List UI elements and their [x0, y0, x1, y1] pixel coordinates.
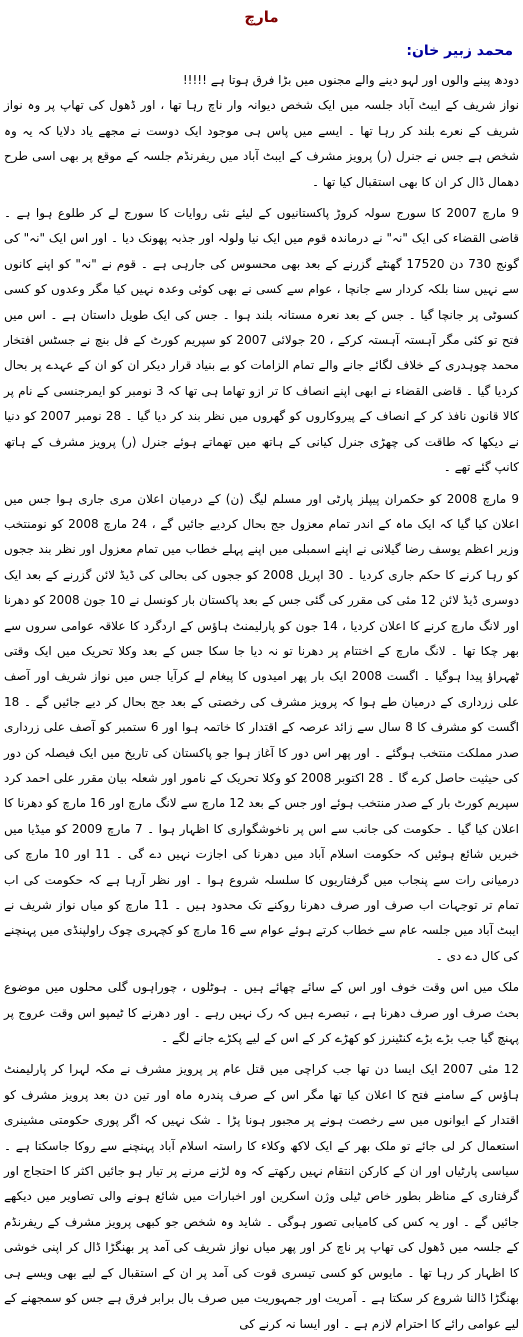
article-paragraph-3: 9 مارچ 2007 کا سورج سولہ کروڑ پاکستانیوں کے لیئے نئی روایات کا سورج لے کر طلوع ہوا ہے ۔ قاضی القضاء کی ایک "نہ" نے درماندہ قوم میں ایک نیا ولولہ اور جذبہ پھونک دیا ۔ اور اس ایک "نہ" کی گونج 730 دن 17520 گھنٹے گزرنے کے بعد بھی محسوس کی جارہی ہے ۔ قوم نے "نہ" کو اپنے کانوں سے نہیں سنا بلکہ کردار سے جانچا ، عوام سے کسی نے بھی کوئی وعدہ نہیں کیا مگر وعدوں کو کسی کسوٹی پر جانچا گیا ۔ جس کے بعد نعرہ مستانہ بلند ہوا ۔ جس کی ایک طویل داستان ہے ۔ اس میں فتح تو کئی مگر آہستہ آہستہ کرکے ، 20 جولائی 2007 کو سپریم کورٹ کے فل بنچ نے جسٹس افتخار محمد چوہدری کے خلاف لگائے جانے والے تمام الزامات کو بے بنیاد قرار دیکر ان کو ان کے عہدے پر بحال کردیا گیا ۔ قاضی القضاء نے ابھی اپنے انصاف کا تر ازو تھاما ہی تھا کہ 3 نومبر کو ایمرجنسی کے نام پر کالا قانون نافذ کر کے انصاف کے پیروکاروں کو گھروں میں نظر بند کر دیا گیا ۔ 28 نومبر 2007 کو دنیا نے دیکھا کہ طاقت کی چھڑی جنرل کیانی کے ہاتھ میں تھماتے ہوئے جنرل (ر) پرویز مشرف کے ہاتھ کانپ گئے تھے ۔ — [4, 206, 520, 475]
article-paragraph-2: نواز شریف کے ایبٹ آباد جلسہ میں ایک شخص دیوانہ وار ناچ رہا تھا ، اور ڈھول کی تھاپ پر وہ نواز شریف کے نعرے بلند کر رہا تھا ۔ ایسے میں پاس ہی موجود ایک دوست نے مجھے یاد دلایا کہ یہ وہ شخص ہے جس نے جنرل (ر) پرویز مشرف کے ایبٹ آباد میں ریفرنڈم جلسہ کے موقع پر بھی اسی طرح دھمال ڈال کر ان کا بھی استقبال کیا تھا ۔ — [4, 98, 519, 189]
article-paragraph-5: ملک میں اس وقت خوف اور اس کے سائے چھائے ہیں ۔ ہوٹلوں ، چوراہوں گلی محلوں میں موضوع بحث صرف اور صرف دھرنا ہے ، تبصرے ہیں کہ رک نہیں رہے ۔ اور دھرنے کا ٹیمپو اس وقت عروج پر پہنچ گیا جب بڑے بڑے کنٹینرز کو کھڑے کر کے اس کے لیے پکڑے جانے لگے ۔ — [4, 980, 519, 1046]
article-title: مارچ — [244, 8, 279, 26]
article-paragraph-6: 12 مئی 2007 ایک ایسا دن تھا جب کراچی میں قتل عام پر پرویز مشرف نے مکہ لہرا کر پارلیمنٹ ہاؤس کے سامنے فتح کا اعلان کیا تھا مگر اس کے صرف پندرہ ماہ اور تین دن بعد پرویز مشرف کو اقتدار کے ایوانوں میں سے رخصت ہونے پر مجبور ہونا پڑا ۔ شک نہیں کہ اگر پوری حکومتی مشینری استعمال کر لی جائے تو ملک بھر کے ایک لاکھ وکلاء کا راستہ اسلام آباد پہنچنے سے روکا جاسکتا ہے ۔ سیاسی پارٹیاں اور ان کے کارکن انتقام نہیں رکھتے کہ وہ لڑنے مرنے پر تیار ہو جائیں اکثر کا احتجاج اور گرفتاری کے مناظر بطور خاص ٹیلی وژن اسکرین اور اخبارات میں شائع ہونے والی تصاویر میں دیکھے جائیں گے ۔ اور یہ کس کی کامیابی تصور ہوگی ۔ شاید وہ شخص جو کبھی پرویز مشرف کے ریفرنڈم کے جلسہ میں ڈھول کی تھاپ پر ناچ کر اور پھر میاں نواز شریف کی آمد پر بھنگڑا ڈال کر اپنی خوشی کا اظہار کر رہا تھا ۔ مایوس کو کسی تیسری قوت کی آمد پر ان کے استقبال کے لیے بھی ویسے ہی بھنگڑا ڈالنا شروع کر سکتا ہے ۔ آمریت اور جمہوریت میں صرف بال برابر فرق ہے جس کو سمجھنے کے لیے عوامی رائے کا احترام لازم ہے ۔ اور ایسا نہ کرنے کی — [4, 1062, 520, 1331]
article-paragraph-4: 9 مارچ 2008 کو حکمران پیپلز پارٹی اور مسلم لیگ (ن) کے درمیان اعلان مری جاری ہوا جس میں اعلان کیا گیا کہ ایک ماہ کے اندر تمام معزول جج بحال کردیے جائیں گے ، 24 مارچ 2008 کو نومنتخب وزیر اعظم یوسف رضا گیلانی نے اپنے اسمبلی میں اپنے پہلے خطاب میں تمام معزول اور نظر بند ججوں کو رہا کرنے کا حکم جاری کردیا ۔ 30 اپریل 2008 کو ججوں کی بحالی کی ڈیڈ لائن گزرنے کے بعد ایک دوسری ڈیڈ لائن 12 مئی کی مقرر کی گئی جس کے بعد پاکستان بار کونسل نے 10 جون 2008 کو دھرنا اور لانگ مارچ کرنے کا اعلان کردیا ، 14 جون کو پارلیمنٹ ہاؤس کے اردگرد کا علاقہ عوامی سروں سے بھر چکا تھا ۔ لانگ مارچ کے اختتام پر دھرنا تو نہ دیا جا سکا جس کے بعد وکلا تحریک میں ایک وقتی ٹھہراؤ پیدا ہوگیا ۔ اگست 2008 ایک بار پھر امیدوں کا پیغام لے کرآیا جس میں نواز شریف اور آصف علی زرداری کے درمیان طے ہوا کہ پرویز مشرف کی رخصتی کے بعد جج بحال کر دیے جائیں گے ۔ 18 اگست کو مشرف کا 8 سال سے زائد عرصہ کے اقتدار کا خاتمہ ہوا اور 6 ستمبر کو آصف علی زرداری صدر مملکت منتخب ہوگئے ۔ اور پھر اس دور کا آغاز ہوا جو پاکستان کی تاریخ میں ایک فیصلہ کن دور کی حیثیت حاصل کرے گا ۔ 28 اکتوبر 2008 کو وکلا تحریک کے نامور اور شعلہ بیان مقرر علی احمد کرد سپریم کورٹ بار کے صدر منتخب ہوئے اور جس کے بعد 12 مارچ سے لانگ مارچ اور 16 مارچ کو دھرنا کا اعلان کیا گیا ۔ حکومت کی جانب سے اس پر ناخوشگواری کا اظہار ہوا ۔ 7 مارچ 2009 کو میڈیا میں خبریں شائع ہوئیں کہ حکومت اسلام آباد میں دھرنا کی اجازت نہیں دے گی ۔ 11 اور 10 مارچ کی درمیانی رات سے پنجاب میں گرفتاریوں کا سلسلہ شروع ہوا ۔ اور نظر آرہا ہے کہ حکومت کی اب تمام تر توجہات اب صرف اور صرف دھرنا روکنے تک محدود ہیں ۔ 11 مارچ کو میاں نواز شریف نے ایبٹ آباد میں جلسہ عام سے خطاب کرتے ہوئے عوام سے 16 مارچ کو کچہری چوک راولپنڈی میں پہنچنے کی کال دے دی ۔ — [4, 491, 520, 963]
article-paragraph-1: دودھ پینے والوں اور لہو دینے والے مجنوں میں بڑا فرق ہوتا ہے !!!!! — [182, 73, 519, 87]
author-byline: محمد زبیر خان: — [406, 43, 513, 59]
